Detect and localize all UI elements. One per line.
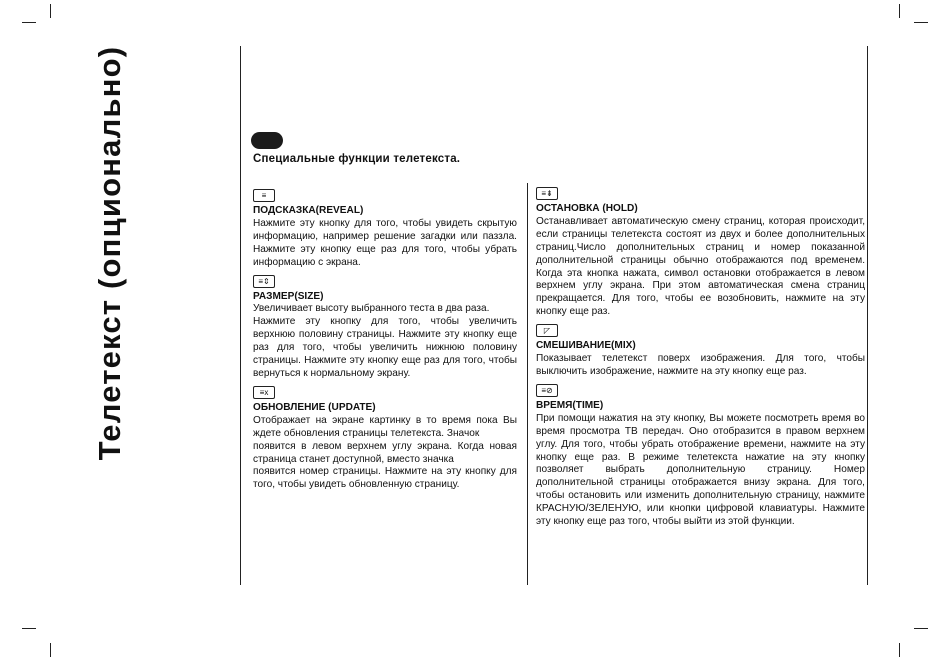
description-paragraph: Показывает телетекст поверх изображения. Для того, чтобы выключить изображение, нажмите на эту кнопку еще раз.: [536, 353, 865, 377]
feature-heading: ОСТАНОВКА (HOLD): [536, 203, 638, 214]
crop-mark: [50, 643, 51, 657]
crop-mark: [22, 628, 36, 629]
crop-mark: [22, 22, 36, 23]
feature-entry: [536, 384, 865, 529]
feature-description: [253, 303, 517, 380]
right-rule: [867, 46, 868, 585]
feature-entry: [536, 187, 865, 319]
feature-heading: СМЕШИВАНИЕ(MIX): [536, 340, 636, 352]
feature-description: [253, 415, 517, 492]
feature-heading: ПОДСКАЗКА(REVEAL): [253, 205, 364, 216]
feature-heading: РАЗМЕР(SIZE): [253, 290, 324, 302]
description-paragraph: Нажмите эту кнопку для того, чтобы увидеть скрытую информацию, например решение загадки или паззла. Нажмите эту кнопку еще раз для того, чтобы убрать информацию с экрана.: [253, 217, 517, 268]
feature-heading: ВРЕМЯ(TIME): [536, 399, 604, 411]
description-paragraph: Увеличивает высоту выбранного теста в два раза.: [253, 303, 490, 315]
left-rule: [240, 46, 241, 585]
mix-key-icon: ◸: [536, 324, 558, 337]
description-paragraph: Нажмите эту кнопку для того, чтобы увеличить верхнюю половину страницы. Нажмите эту кнопку еще раз для того, чтобы увеличить нижнюю половину страницы. Нажмите эту кнопку еще раз для того, чтобы вернуться к нормальному экрану.: [253, 316, 517, 379]
feature-description: [253, 218, 517, 270]
feature-description: [536, 413, 865, 529]
description-paragraph: Отображает на экране картинку в то время пока Вы ждете обновления страницы телетекста. Значок: [253, 414, 517, 439]
time-key-icon: ≡⊘: [536, 384, 558, 397]
section-marker-pill: [251, 132, 283, 149]
side-title: Телетекст (опционально): [92, 45, 127, 461]
crop-mark: [914, 628, 928, 629]
crop-mark: [899, 643, 900, 657]
crop-mark: [50, 4, 51, 18]
feature-entry: [253, 189, 517, 270]
update-key-icon: ≡x: [253, 386, 275, 399]
description-paragraph: Останавливает автоматическую смену страниц, которая происходит, если страницы телетекста состоят из двух и более дополнительных страниц.Число дополнительных страниц и номер показанной дополнительной страницы обычно отображаются под временем. Когда эта кнопка нажата, символ остановки отображается в левом верхнем углу экрана. При этом автоматическая смена страниц прекращается. Для того, чтобы ее возобновить, нажмите на эту кнопку еще раз.: [536, 215, 865, 318]
description-paragraph: появится номер страницы. Нажмите на эту кнопку для того, чтобы увидеть обновленную страницу.: [253, 466, 517, 491]
size-key-icon: ≡⇕: [253, 275, 275, 288]
feature-entry: [253, 386, 517, 492]
section-title: Специальные функции телетекста.: [253, 153, 461, 165]
feature-entry: [253, 275, 517, 381]
crop-mark: [914, 22, 928, 23]
middle-rule: [527, 183, 528, 585]
feature-entry: [536, 324, 865, 379]
feature-description: [536, 216, 865, 319]
description-paragraph: При помощи нажатия на эту кнопку, Вы можете посмотреть время во время просмотра ТВ передач. Оно отобразится в правом верхнем углу. Для того, чтобы убрать отображение времени, нажмите на эту кнопку еще раз. В режиме телетекста нажатие на эту кнопку позволяет выбрать дополнительную страницу. Номер дополнительной страницы отображается внизу экрана. Для того, чтобы остановить или изменить дополнительную страницу, нажмите КРАСНУЮ/ЗЕЛЕНУЮ, или кнопки цифровой клавиатуры. Нажмите эту кнопку еще раз того, чтобы выйти из этой функции.: [536, 412, 865, 528]
feature-heading: ОБНОВЛЕНИЕ (UPDATE): [253, 401, 376, 413]
hold-key-icon: ≡⇟: [536, 187, 558, 200]
left-column: [253, 189, 517, 497]
reveal-key-icon: ≡: [253, 189, 275, 202]
description-paragraph: появится в левом верхнем углу экрана. Когда новая страница станет доступной, вместо значка: [253, 440, 517, 465]
crop-mark: [899, 4, 900, 18]
right-column: [536, 187, 865, 534]
feature-description: [536, 353, 865, 379]
